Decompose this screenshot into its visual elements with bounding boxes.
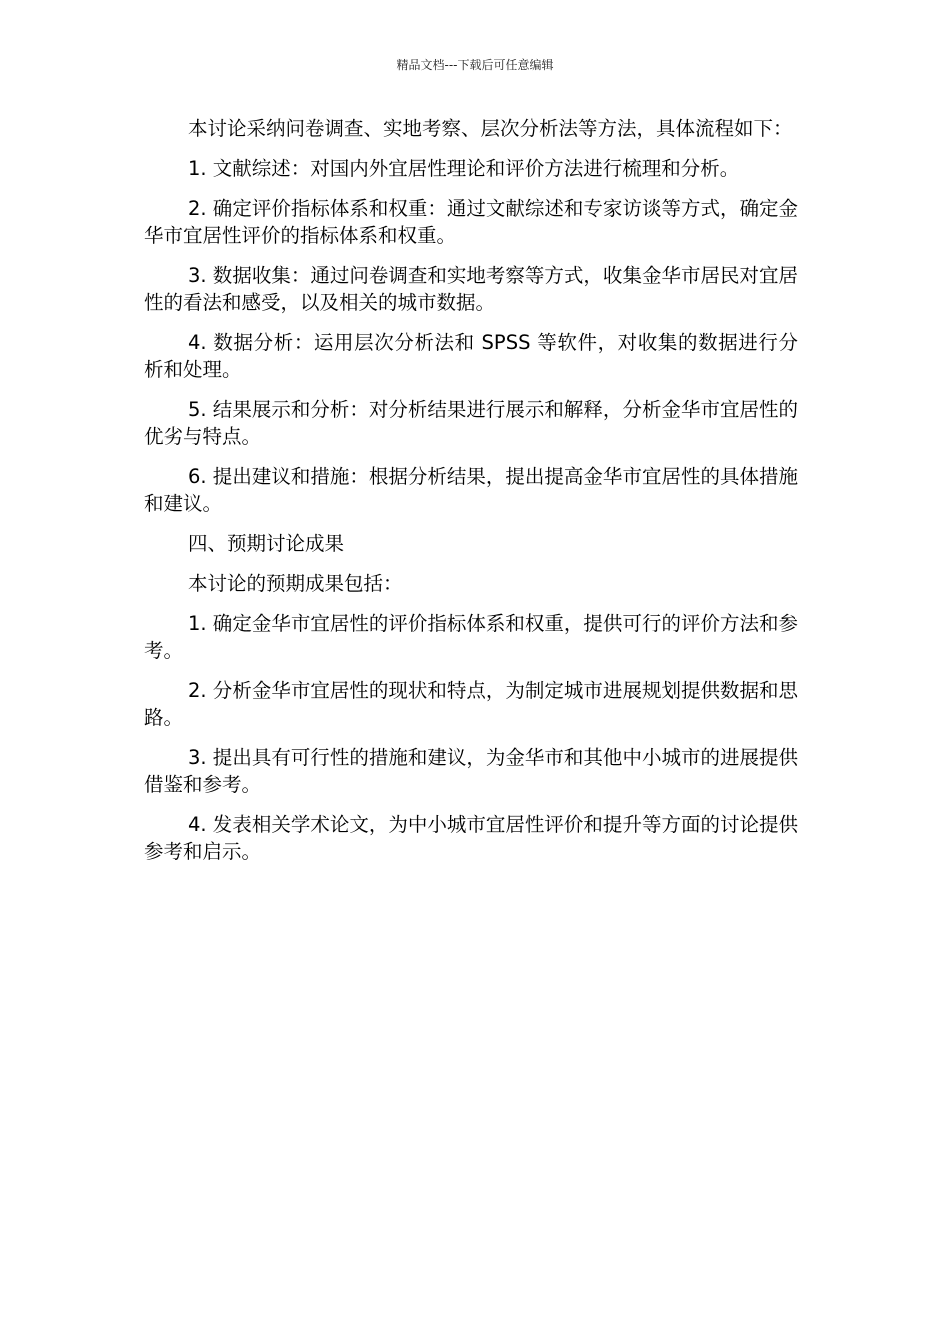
- section-heading: 四、预期讨论成果: [188, 532, 345, 555]
- paragraph-step-2: 2. 确定评价指标体系和权重：通过文献综述和专家访谈等方式，确定金华市宜居性评价的指标体系和权重。: [144, 197, 798, 247]
- paragraph-step-6: 6. 提出建议和措施：根据分析结果，提出提高金华市宜居性的具体措施和建议。: [144, 465, 798, 515]
- page-header: 精品文档---下载后可任意编辑: [396, 58, 554, 72]
- paragraph-outcome-2: 2. 分析金华市宜居性的现状和特点，为制定城市进展规划提供数据和思路。: [144, 679, 798, 729]
- paragraph-step-3: 3. 数据收集：通过问卷调查和实地考察等方式，收集金华市居民对宜居性的看法和感受，以及相关的城市数据。: [144, 264, 798, 314]
- paragraph-outcome-1: 1. 确定金华市宜居性的评价指标体系和权重，提供可行的评价方法和参考。: [144, 612, 798, 662]
- paragraph-method-intro: 本讨论采纳问卷调查、实地考察、层次分析法等方法，具体流程如下：: [188, 117, 793, 140]
- paragraph-step-5: 5. 结果展示和分析：对分析结果进行展示和解释，分析金华市宜居性的优劣与特点。: [144, 398, 798, 448]
- paragraph-outcome-3: 3. 提出具有可行性的措施和建议，为金华市和其他中小城市的进展提供借鉴和参考。: [144, 746, 798, 796]
- paragraph-step-4: 4. 数据分析：运用层次分析法和 SPSS 等软件，对收集的数据进行分析和处理。: [144, 331, 798, 381]
- paragraph-outcomes-intro: 本讨论的预期成果包括：: [188, 572, 403, 595]
- paragraph-outcome-4: 4. 发表相关学术论文，为中小城市宜居性评价和提升等方面的讨论提供参考和启示。: [144, 813, 798, 863]
- document-body: [144, 115, 798, 878]
- paragraph-step-1: 1. 文献综述：对国内外宜居性理论和评价方法进行梳理和分析。: [188, 157, 740, 180]
